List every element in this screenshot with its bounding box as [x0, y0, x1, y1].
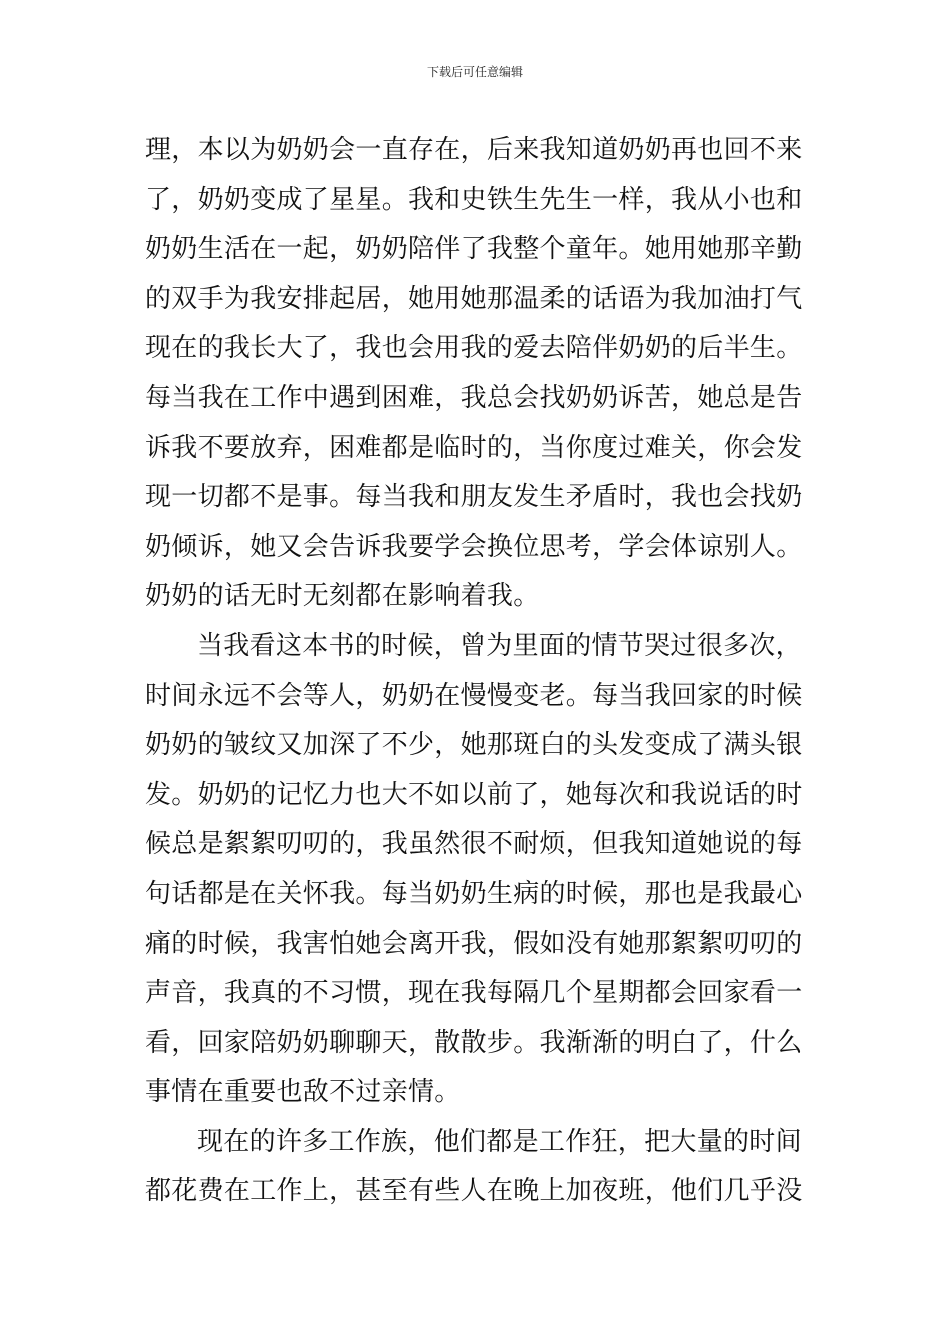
text-line: 诉我不要放弃，困难都是临时的，当你度过难关，你会发: [145, 432, 803, 463]
text-line: 每当我在工作中遇到困难，我总会找奶奶诉苦，她总是告: [145, 382, 803, 413]
text-line: 事情在重要也敌不过亲情。: [145, 1077, 461, 1108]
text-line: 奶倾诉，她又会告诉我要学会换位思考，学会体谅别人。: [145, 531, 803, 562]
text-line: 奶奶生活在一起，奶奶陪伴了我整个童年。她用她那辛勤: [145, 234, 803, 265]
text-line: 句话都是在关怀我。每当奶奶生病的时候，那也是我最心: [145, 878, 803, 909]
document-body: [145, 126, 825, 1217]
text-line: 奶奶的皱纹又加深了不少，她那斑白的头发变成了满头银: [145, 730, 803, 761]
text-line: 奶奶的话无时无刻都在影响着我。: [145, 581, 540, 612]
text-line: 现一切都不是事。每当我和朋友发生矛盾时，我也会找奶: [145, 482, 803, 513]
text-line: 候总是絮絮叨叨的，我虽然很不耐烦，但我知道她说的每: [145, 829, 803, 860]
page-header: 下载后可任意编辑: [426, 65, 523, 79]
text-line: 现在的我长大了，我也会用我的爱去陪伴奶奶的后半生。: [145, 333, 803, 364]
text-line: 的双手为我安排起居，她用她那温柔的话语为我加油打气: [145, 283, 803, 314]
text-line: 看，回家陪奶奶聊聊天，散散步。我渐渐的明白了，什么: [145, 1027, 803, 1058]
text-line: 时间永远不会等人，奶奶在慢慢变老。每当我回家的时候: [145, 680, 803, 711]
text-line: 声音，我真的不习惯，现在我每隔几个星期都会回家看一: [145, 978, 803, 1009]
text-line: 了，奶奶变成了星星。我和史铁生先生一样，我从小也和: [145, 184, 803, 215]
paragraph-first-line: 现在的许多工作族，他们都是工作狂，把大量的时间: [197, 1126, 802, 1157]
text-line: 痛的时候，我害怕她会离开我，假如没有她那絮絮叨叨的: [145, 928, 803, 959]
text-line: 都花费在工作上，甚至有些人在晚上加夜班，他们几乎没: [145, 1176, 803, 1207]
paragraph-first-line: 当我看这本书的时候，曾为里面的情节哭过很多次，: [197, 630, 802, 661]
text-line: 发。奶奶的记忆力也大不如以前了，她每次和我说话的时: [145, 779, 803, 810]
text-line: 理，本以为奶奶会一直存在，后来我知道奶奶再也回不来: [145, 135, 803, 165]
